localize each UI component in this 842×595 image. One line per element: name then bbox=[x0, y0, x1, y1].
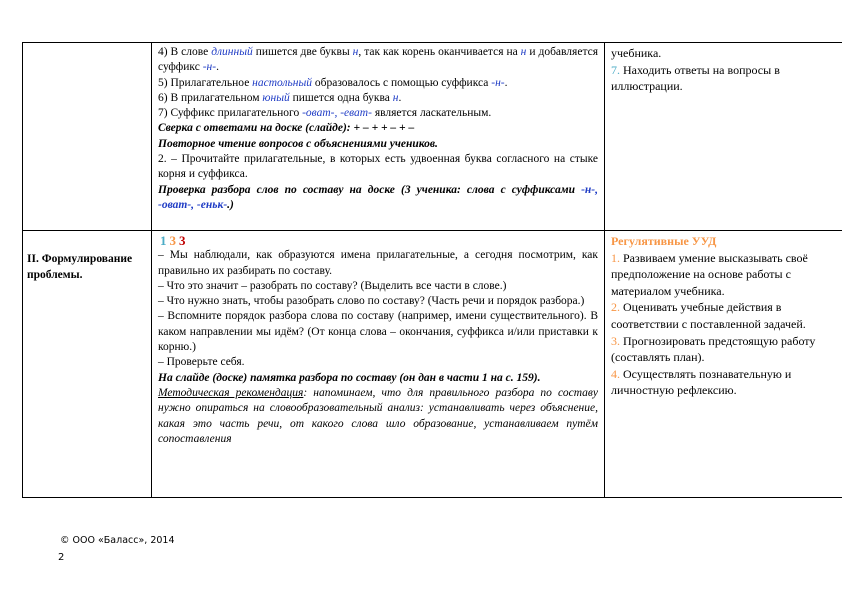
activity-cell bbox=[152, 231, 605, 498]
uud-cell bbox=[605, 231, 842, 498]
statement-4: 4) В слове длинный пишется две буквы н, так как корень оканчивается на н и добавляется суффикс -н-. bbox=[158, 46, 598, 74]
activity-text bbox=[152, 231, 604, 497]
uud-item-4: 4. Осуществлять познавательную и личностную рефлексию. bbox=[611, 366, 792, 398]
page-number: 2 bbox=[58, 552, 65, 563]
task-2: 2. – Прочитайте прилагательные, в которых есть удвоенная буква согласного на стыке корня и суффикса. bbox=[158, 153, 598, 181]
activity-cell bbox=[152, 43, 605, 231]
statement-6: 6) В прилагательном юный пишется одна буква н. bbox=[158, 91, 402, 104]
statement-7: 7) Суффикс прилагательного -оват-, -еват- является ласкательным. bbox=[158, 107, 492, 120]
paragraph: – Что нужно знать, чтобы разобрать слово по составу? (Часть речи и порядок разбора.) bbox=[158, 295, 585, 308]
stage-cell bbox=[23, 43, 152, 231]
uud-cell bbox=[605, 43, 842, 231]
uud-title: Регулятивные УУД bbox=[611, 234, 717, 248]
slide-note: На слайде (доске) памятка разбора по составу (он дан в части 1 на с. 159). bbox=[158, 371, 541, 384]
uud-text bbox=[605, 231, 842, 399]
lesson-table bbox=[22, 42, 842, 498]
uud-text bbox=[605, 43, 842, 95]
statement-5: 5) Прилагательное настольный образовалось с помощью суффикса -н-. bbox=[158, 76, 508, 89]
paragraph: – Проверьте себя. bbox=[158, 356, 245, 369]
task-icon-2: 3 bbox=[169, 233, 179, 248]
stage-cell bbox=[23, 231, 152, 498]
uud-line: учебника. bbox=[611, 46, 662, 60]
task-icon-1: 1 bbox=[160, 233, 170, 248]
uud-item-1: 1. Развиваем умение высказывать своё предположение на основе работы с материалом учебника. bbox=[611, 250, 808, 298]
paragraph: – Что это значит – разобрать по составу? (Выделить все части в слове.) bbox=[158, 279, 507, 292]
task-icon-3: 3 bbox=[179, 233, 189, 248]
table-row bbox=[23, 43, 842, 231]
stage-title: II. Формулирование проблемы. bbox=[27, 253, 133, 281]
method-recommendation: Методическая рекомендация: напоминаем, что для правильного разбора по составу нужно опираться на словообразовательный анализ: устанавливать через объяснение, какая это часть речи, от какого слова шло образование, устанавливаем путём сопоставления bbox=[158, 386, 599, 445]
paragraph: – Мы наблюдали, как образуются имена прилагательные, а сегодня посмотрим, как правильно их разбирать по составу. bbox=[158, 249, 598, 277]
answer-check: Сверка с ответами на доске (слайде): + – + + – + – bbox=[158, 122, 415, 135]
paragraph: – Вспомните порядок разбора слова по составу (например, имени существительного). В каком направлении мы идём? (От конца слова – окончания, суффикса и/или приставки к корню.) bbox=[158, 310, 598, 354]
uud-item-3: 3. Прогнозировать предстоящую работу (составлять план). bbox=[611, 333, 816, 365]
repeat-reading: Повторное чтение вопросов с объяснениями учеников. bbox=[158, 137, 438, 150]
uud-item-7: 7. Находить ответы на вопросы в иллюстрации. bbox=[611, 62, 780, 94]
activity-text bbox=[152, 43, 604, 213]
copyright-footer: © ООО «Баласс», 2014 bbox=[60, 535, 175, 546]
task-type-icons bbox=[158, 233, 598, 248]
table-row bbox=[23, 231, 842, 498]
uud-item-2: 2. Оценивать учебные действия в соответствии с поставленной задачей. bbox=[611, 300, 806, 331]
board-check: Проверка разбора слов по составу на доске (3 ученика: слова с суффиксами -н-, -оват-, -еньк-.) bbox=[158, 183, 598, 211]
